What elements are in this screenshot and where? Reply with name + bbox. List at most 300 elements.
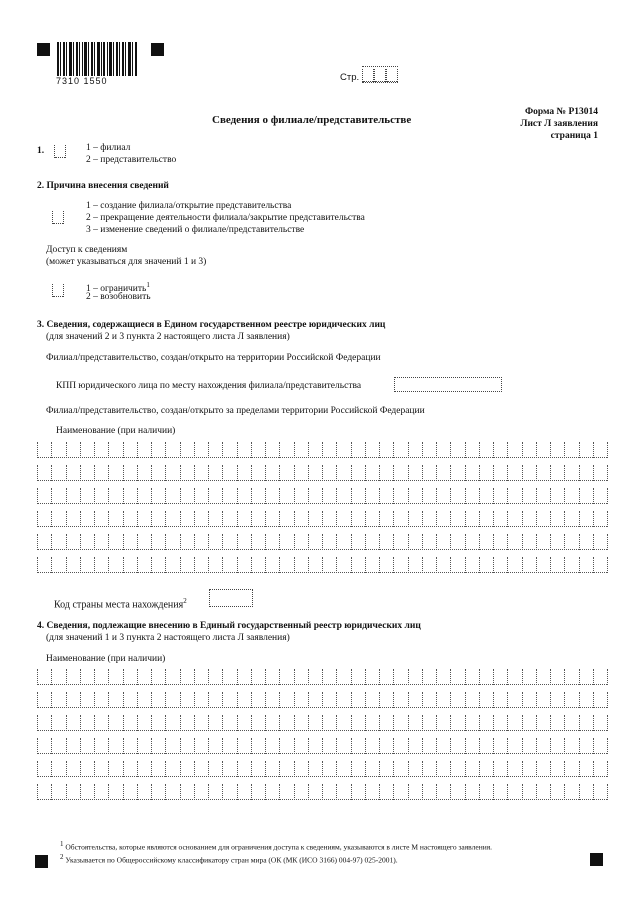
grid-cell-divider [251, 761, 252, 777]
grid-cell-divider [336, 488, 337, 504]
grid-cell-divider [365, 738, 366, 754]
grid-cell-divider [94, 692, 95, 708]
grid-cell-divider [507, 715, 508, 731]
grid-cell-divider [550, 738, 551, 754]
grid-cell-divider [522, 738, 523, 754]
grid-cell-divider [336, 669, 337, 685]
grid-cell-divider [536, 511, 537, 527]
grid-cell-divider [465, 692, 466, 708]
grid-cell-divider [379, 669, 380, 685]
grid-cell-divider [351, 534, 352, 550]
grid-cell-divider [123, 465, 124, 481]
grid-cell-divider [479, 738, 480, 754]
grid-row[interactable] [37, 488, 607, 504]
grid-cell-divider [51, 715, 52, 731]
grid-cell-divider [493, 738, 494, 754]
grid-cell-divider [436, 692, 437, 708]
footnote-ref-1: 1 [146, 281, 150, 289]
grid-cell-divider [336, 511, 337, 527]
kpp-field[interactable] [394, 377, 502, 392]
grid-cell-divider [408, 692, 409, 708]
grid-cell-divider [379, 442, 380, 458]
grid-cell-divider [607, 534, 608, 550]
grid-cell-divider [180, 511, 181, 527]
grid-cell-divider [66, 715, 67, 731]
grid-cell-divider [365, 442, 366, 458]
grid-cell-divider [180, 784, 181, 800]
grid-cell-divider [251, 692, 252, 708]
grid-cell-divider [137, 692, 138, 708]
grid-cell-divider [308, 488, 309, 504]
grid-cell-divider [51, 511, 52, 527]
russia-label: Филиал/представительство, создан/открыто на территории Российской Федерации [46, 353, 381, 363]
grid-cell-divider [180, 669, 181, 685]
grid-cell-divider [436, 738, 437, 754]
section1-type-field[interactable] [54, 145, 65, 158]
grid-cell-divider [51, 465, 52, 481]
grid-cell-divider [593, 534, 594, 550]
access-field[interactable] [52, 284, 63, 297]
grid-cell-divider [522, 669, 523, 685]
grid-cell-divider [137, 488, 138, 504]
grid-cell-divider [294, 557, 295, 573]
grid-cell-divider [393, 442, 394, 458]
grid-row[interactable] [37, 784, 607, 800]
grid-cell-divider [422, 692, 423, 708]
grid-cell-divider [123, 534, 124, 550]
grid-cell-divider [450, 534, 451, 550]
grid-cell-divider [66, 534, 67, 550]
grid-cell-divider [379, 738, 380, 754]
grid-cell-divider [336, 442, 337, 458]
section2-heading: 2. Причина внесения сведений [37, 181, 169, 191]
grid-cell-divider [222, 692, 223, 708]
section1-option-1: 1 – филиал [86, 143, 131, 153]
footnote-1 [60, 840, 492, 852]
grid-cell-divider [222, 784, 223, 800]
grid-cell-divider [165, 692, 166, 708]
grid-cell-divider [379, 511, 380, 527]
grid-cell-divider [479, 669, 480, 685]
grid-cell-divider [279, 715, 280, 731]
grid-cell-divider [593, 465, 594, 481]
grid-cell-divider [436, 442, 437, 458]
grid-cell-divider [607, 715, 608, 731]
grid-cell-divider [37, 715, 38, 731]
grid-cell-divider [66, 511, 67, 527]
grid-cell-divider [66, 557, 67, 573]
grid-cell-divider [123, 761, 124, 777]
grid-cell-divider [564, 511, 565, 527]
grid-cell-divider [80, 738, 81, 754]
grid-row[interactable] [37, 761, 607, 777]
grid-cell-divider [550, 761, 551, 777]
grid-row[interactable] [37, 442, 607, 458]
grid-cell-divider [336, 465, 337, 481]
grid-cell-divider [37, 442, 38, 458]
grid-cell-divider [208, 534, 209, 550]
grid-cell-divider [265, 784, 266, 800]
grid-cell-divider [66, 465, 67, 481]
grid-cell-divider [408, 442, 409, 458]
grid-cell-divider [123, 442, 124, 458]
grid-cell-divider [450, 784, 451, 800]
registration-marker-bottom-left [35, 855, 48, 868]
grid-row[interactable] [37, 511, 607, 527]
grid-cell-divider [151, 534, 152, 550]
grid-cell-divider [151, 557, 152, 573]
section4-name-label: Наименование (при наличии) [46, 654, 166, 664]
grid-cell-divider [80, 669, 81, 685]
grid-cell-divider [579, 488, 580, 504]
grid-cell-divider [108, 488, 109, 504]
grid-cell-divider [336, 784, 337, 800]
grid-cell-divider [265, 511, 266, 527]
grid-cell-divider [536, 442, 537, 458]
grid-cell-divider [550, 511, 551, 527]
grid-cell-divider [593, 442, 594, 458]
grid-cell-divider [194, 465, 195, 481]
grid-cell-divider [351, 761, 352, 777]
grid-cell-divider [393, 669, 394, 685]
grid-cell-divider [393, 534, 394, 550]
grid-cell-divider [322, 738, 323, 754]
grid-cell-divider [365, 465, 366, 481]
grid-cell-divider [479, 761, 480, 777]
grid-cell-divider [222, 715, 223, 731]
grid-row[interactable] [37, 692, 607, 708]
grid-cell-divider [251, 669, 252, 685]
grid-cell-divider [37, 692, 38, 708]
grid-cell-divider [80, 784, 81, 800]
abroad-label: Филиал/представительство, создан/открыто за пределами территории Российской Федерации [46, 406, 425, 416]
grid-cell-divider [165, 738, 166, 754]
section2-option-3: 3 – изменение сведений о филиале/представительстве [86, 225, 305, 235]
grid-cell-divider [222, 488, 223, 504]
grid-cell-divider [279, 442, 280, 458]
grid-row[interactable] [37, 738, 607, 754]
grid-cell-divider [408, 534, 409, 550]
grid-cell-divider [593, 511, 594, 527]
grid-cell-divider [536, 784, 537, 800]
grid-cell-divider [108, 557, 109, 573]
grid-cell-divider [194, 669, 195, 685]
grid-cell-divider [123, 488, 124, 504]
grid-cell-divider [94, 557, 95, 573]
grid-cell-divider [607, 442, 608, 458]
grid-cell-divider [379, 784, 380, 800]
grid-cell-divider [151, 738, 152, 754]
grid-cell-divider [94, 738, 95, 754]
grid-cell-divider [80, 511, 81, 527]
grid-cell-divider [137, 557, 138, 573]
sheet-page: страница 1 [550, 131, 598, 141]
grid-cell-divider [550, 442, 551, 458]
grid-row[interactable] [37, 669, 607, 685]
grid-cell-divider [336, 761, 337, 777]
grid-cell-divider [465, 761, 466, 777]
grid-cell-divider [436, 465, 437, 481]
grid-cell-divider [108, 738, 109, 754]
grid-cell-divider [308, 465, 309, 481]
grid-cell-divider [479, 442, 480, 458]
grid-row[interactable] [37, 715, 607, 731]
page-number-field[interactable] [362, 66, 398, 83]
grid-cell-divider [408, 669, 409, 685]
grid-cell-divider [66, 738, 67, 754]
grid-cell-divider [607, 557, 608, 573]
grid-cell-divider [336, 738, 337, 754]
grid-cell-divider [151, 465, 152, 481]
grid-cell-divider [194, 511, 195, 527]
grid-cell-divider [336, 692, 337, 708]
form-header [520, 106, 598, 142]
grid-cell-divider [66, 692, 67, 708]
grid-cell-divider [465, 465, 466, 481]
grid-cell-divider [265, 669, 266, 685]
grid-cell-divider [365, 761, 366, 777]
grid-cell-divider [151, 442, 152, 458]
grid-cell-divider [579, 784, 580, 800]
grid-cell-divider [422, 511, 423, 527]
grid-cell-divider [536, 738, 537, 754]
grid-row[interactable] [37, 465, 607, 481]
grid-cell-divider [265, 557, 266, 573]
grid-cell-divider [308, 511, 309, 527]
grid-cell-divider [422, 669, 423, 685]
country-code-field[interactable] [209, 589, 253, 607]
grid-cell-divider [222, 669, 223, 685]
grid-cell-divider [51, 534, 52, 550]
grid-cell-divider [237, 738, 238, 754]
barcode [57, 42, 139, 78]
grid-cell-divider [436, 784, 437, 800]
grid-cell-divider [208, 557, 209, 573]
section2-reason-field[interactable] [52, 211, 63, 224]
grid-cell-divider [265, 442, 266, 458]
grid-cell-divider [308, 442, 309, 458]
grid-cell-divider [237, 692, 238, 708]
grid-cell-divider [123, 738, 124, 754]
grid-cell-divider [294, 692, 295, 708]
grid-cell-divider [351, 511, 352, 527]
grid-cell-divider [80, 465, 81, 481]
grid-cell-divider [51, 692, 52, 708]
grid-cell-divider [180, 442, 181, 458]
grid-cell-divider [465, 715, 466, 731]
grid-cell-divider [479, 511, 480, 527]
grid-cell-divider [422, 738, 423, 754]
grid-cell-divider [237, 784, 238, 800]
grid-cell-divider [322, 715, 323, 731]
access-note: (может указываться для значений 1 и 3) [46, 257, 207, 267]
grid-cell-divider [365, 669, 366, 685]
grid-cell-divider [336, 557, 337, 573]
grid-cell-divider [194, 784, 195, 800]
grid-cell-divider [379, 692, 380, 708]
grid-cell-divider [279, 511, 280, 527]
grid-cell-divider [222, 534, 223, 550]
grid-cell-divider [294, 534, 295, 550]
grid-cell-divider [607, 738, 608, 754]
grid-cell-divider [279, 738, 280, 754]
grid-cell-divider [607, 761, 608, 777]
grid-cell-divider [422, 488, 423, 504]
grid-cell-divider [194, 557, 195, 573]
grid-cell-divider [522, 692, 523, 708]
grid-cell-divider [237, 442, 238, 458]
grid-cell-divider [265, 761, 266, 777]
access-option-2: 2 – возобновить [86, 292, 151, 302]
grid-cell-divider [322, 784, 323, 800]
grid-cell-divider [322, 669, 323, 685]
grid-cell-divider [479, 784, 480, 800]
grid-cell-divider [507, 784, 508, 800]
grid-cell-divider [351, 738, 352, 754]
grid-cell-divider [351, 465, 352, 481]
grid-row[interactable] [37, 534, 607, 550]
grid-cell-divider [194, 534, 195, 550]
grid-cell-divider [94, 784, 95, 800]
grid-cell-divider [251, 442, 252, 458]
grid-cell-divider [579, 669, 580, 685]
grid-cell-divider [450, 511, 451, 527]
grid-cell-divider [66, 784, 67, 800]
grid-cell-divider [579, 761, 580, 777]
grid-cell-divider [593, 669, 594, 685]
grid-cell-divider [550, 534, 551, 550]
grid-cell-divider [51, 442, 52, 458]
grid-cell-divider [450, 442, 451, 458]
grid-cell-divider [80, 534, 81, 550]
grid-cell-divider [536, 557, 537, 573]
section2-option-2: 2 – прекращение деятельности филиала/закрытие представительства [86, 213, 365, 223]
grid-cell-divider [322, 511, 323, 527]
grid-cell-divider [507, 761, 508, 777]
grid-cell-divider [493, 557, 494, 573]
grid-cell-divider [579, 692, 580, 708]
grid-row[interactable] [37, 557, 607, 573]
page-label: Стр. [340, 72, 360, 83]
grid-cell-divider [579, 511, 580, 527]
registration-marker-top-left [37, 43, 50, 56]
grid-cell-divider [308, 692, 309, 708]
grid-cell-divider [436, 488, 437, 504]
grid-cell-divider [522, 465, 523, 481]
grid-cell-divider [165, 488, 166, 504]
grid-cell-divider [550, 784, 551, 800]
grid-cell-divider [493, 715, 494, 731]
section1-number: 1. [37, 146, 45, 156]
grid-cell-divider [208, 511, 209, 527]
grid-cell-divider [479, 557, 480, 573]
page-title: Сведения о филиале/представительстве [212, 114, 412, 126]
grid-cell-divider [108, 692, 109, 708]
grid-cell-divider [180, 557, 181, 573]
grid-cell-divider [237, 669, 238, 685]
grid-cell-divider [564, 442, 565, 458]
grid-cell-divider [237, 557, 238, 573]
grid-cell-divider [550, 715, 551, 731]
grid-cell-divider [550, 692, 551, 708]
grid-cell-divider [251, 738, 252, 754]
grid-cell-divider [294, 715, 295, 731]
grid-cell-divider [465, 442, 466, 458]
footnote-ref-2: 2 [183, 597, 187, 605]
grid-cell-divider [137, 442, 138, 458]
grid-cell-divider [536, 761, 537, 777]
grid-cell-divider [94, 534, 95, 550]
grid-cell-divider [422, 557, 423, 573]
grid-cell-divider [365, 511, 366, 527]
grid-cell-divider [393, 557, 394, 573]
grid-cell-divider [436, 511, 437, 527]
grid-cell-divider [194, 761, 195, 777]
grid-cell-divider [479, 534, 480, 550]
grid-cell-divider [522, 784, 523, 800]
grid-cell-divider [436, 534, 437, 550]
grid-cell-divider [222, 465, 223, 481]
grid-cell-divider [66, 488, 67, 504]
grid-cell-divider [493, 669, 494, 685]
grid-cell-divider [465, 738, 466, 754]
grid-cell-divider [564, 784, 565, 800]
grid-cell-divider [564, 669, 565, 685]
section3-name-label: Наименование (при наличии) [56, 426, 176, 436]
section3-subheading: (для значений 2 и 3 пункта 2 настоящего листа Л заявления) [46, 332, 290, 342]
grid-cell-divider [393, 511, 394, 527]
grid-cell-divider [564, 465, 565, 481]
grid-cell-divider [123, 784, 124, 800]
grid-cell-divider [465, 534, 466, 550]
grid-cell-divider [322, 761, 323, 777]
grid-cell-divider [308, 761, 309, 777]
grid-cell-divider [522, 511, 523, 527]
grid-cell-divider [607, 692, 608, 708]
grid-cell-divider [222, 761, 223, 777]
grid-cell-divider [536, 715, 537, 731]
section1-option-2: 2 – представительство [86, 155, 177, 165]
grid-cell-divider [180, 738, 181, 754]
grid-cell-divider [165, 715, 166, 731]
grid-cell-divider [251, 557, 252, 573]
grid-cell-divider [507, 534, 508, 550]
grid-cell-divider [336, 534, 337, 550]
grid-cell-divider [493, 534, 494, 550]
grid-cell-divider [279, 761, 280, 777]
grid-cell-divider [322, 557, 323, 573]
section3-heading: 3. Сведения, содержащиеся в Едином государственном реестре юридических лиц [37, 320, 386, 330]
grid-cell-divider [94, 488, 95, 504]
grid-cell-divider [465, 784, 466, 800]
grid-cell-divider [507, 692, 508, 708]
grid-cell-divider [151, 784, 152, 800]
grid-cell-divider [94, 465, 95, 481]
grid-cell-divider [365, 692, 366, 708]
grid-cell-divider [251, 511, 252, 527]
grid-cell-divider [123, 715, 124, 731]
grid-cell-divider [322, 442, 323, 458]
grid-cell-divider [279, 784, 280, 800]
grid-cell-divider [208, 669, 209, 685]
grid-cell-divider [165, 557, 166, 573]
grid-cell-divider [165, 511, 166, 527]
section4-heading: 4. Сведения, подлежащие внесению в Единый государственный реестр юридических лиц [37, 621, 421, 631]
form-number: Форма № Р13014 [524, 107, 598, 117]
grid-cell-divider [393, 465, 394, 481]
grid-cell-divider [351, 557, 352, 573]
section2-option-1: 1 – создание филиала/открытие представительства [86, 201, 292, 211]
